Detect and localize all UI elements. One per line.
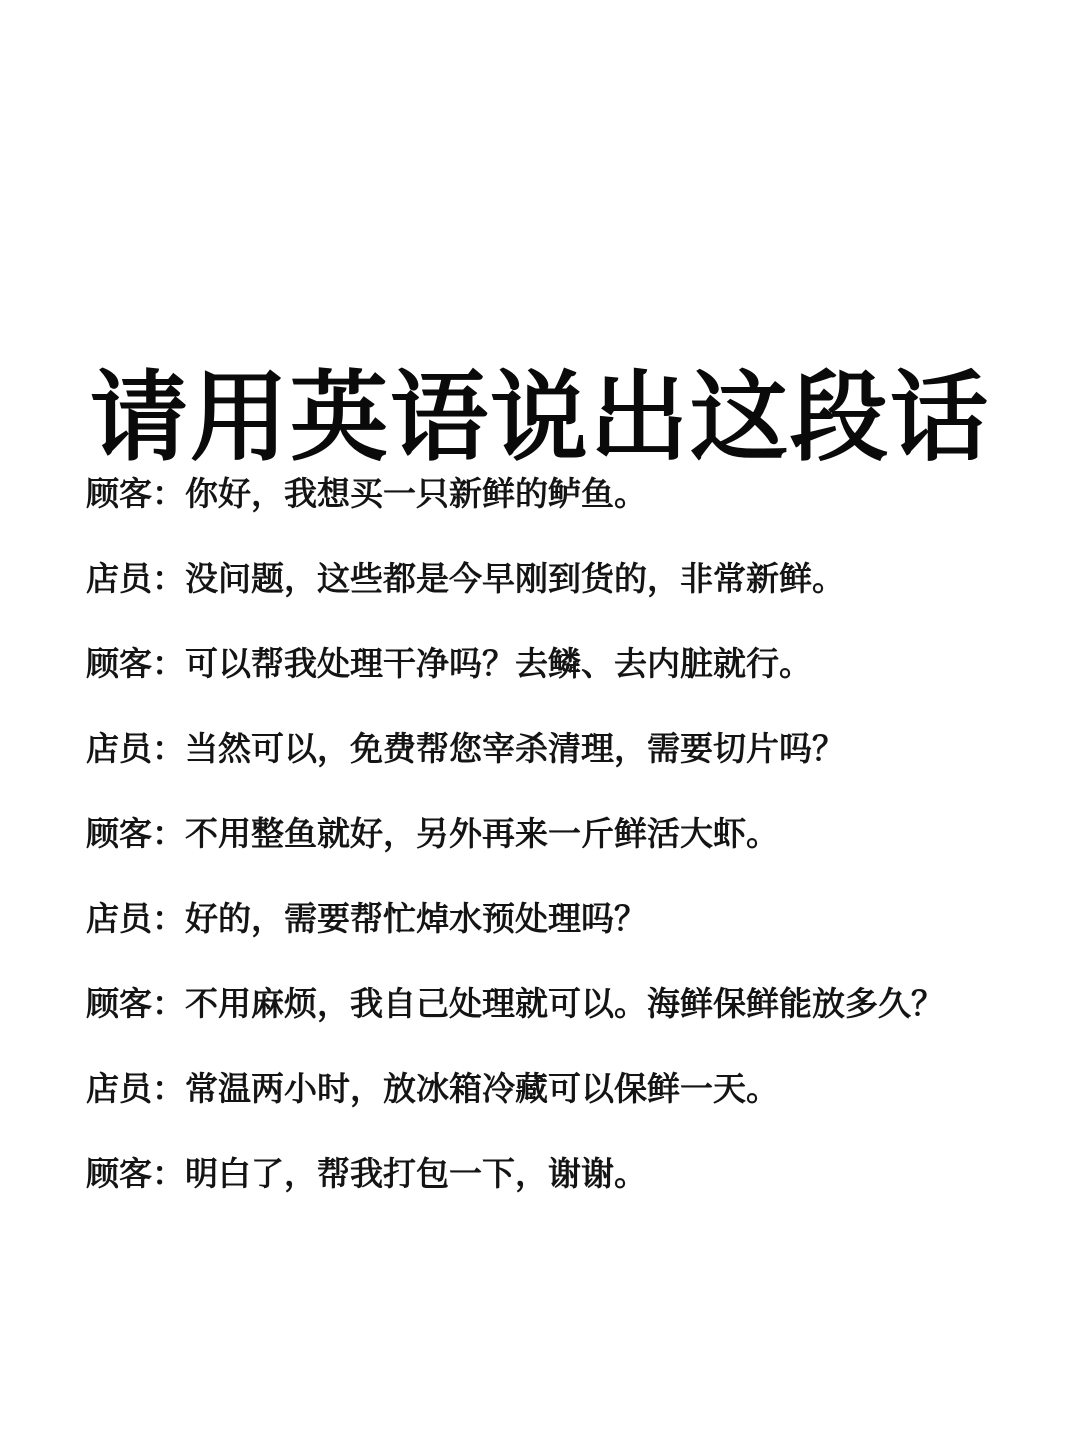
dialogue-line — [86, 721, 1066, 806]
utterance-text: 明白了，帮我打包一下，谢谢。 — [185, 1154, 647, 1193]
speaker-label: 店员： — [86, 559, 185, 598]
utterance-text: 常温两小时，放冰箱冷藏可以保鲜一天。 — [185, 1069, 779, 1108]
speaker-label: 顾客： — [86, 814, 185, 853]
utterance-text: 好的，需要帮忙焯水预处理吗？ — [185, 899, 647, 938]
utterance-text: 当然可以，免费帮您宰杀清理，需要切片吗？ — [185, 729, 845, 768]
speaker-label: 店员： — [86, 729, 185, 768]
utterance-text: 不用整鱼就好，另外再来一斤鲜活大虾。 — [185, 814, 779, 853]
dialogue-line — [86, 551, 1066, 636]
speaker-label: 顾客： — [86, 644, 185, 683]
speaker-label: 顾客： — [86, 1154, 185, 1193]
utterance-text: 可以帮我处理干净吗？去鳞、去内脏就行。 — [185, 644, 812, 683]
speaker-label: 店员： — [86, 1069, 185, 1108]
utterance-text: 没问题，这些都是今早刚到货的，非常新鲜。 — [185, 559, 845, 598]
dialogue-line — [86, 891, 1066, 976]
dialogue-line — [86, 1146, 1066, 1231]
dialogue-line — [86, 636, 1066, 721]
speaker-label: 顾客： — [86, 984, 185, 1023]
utterance-text: 你好，我想买一只新鲜的鲈鱼。 — [185, 474, 647, 513]
speaker-label: 店员： — [86, 899, 185, 938]
speaker-label: 顾客： — [86, 474, 185, 513]
dialogue-line — [86, 976, 1066, 1061]
page-title: 请用英语说出这段话 — [89, 359, 990, 475]
dialogue-line — [86, 806, 1066, 891]
dialogue-list — [86, 466, 1066, 1231]
dialogue-line — [86, 466, 1066, 551]
utterance-text: 不用麻烦，我自己处理就可以。海鲜保鲜能放多久？ — [185, 984, 944, 1023]
dialogue-line — [86, 1061, 1066, 1146]
